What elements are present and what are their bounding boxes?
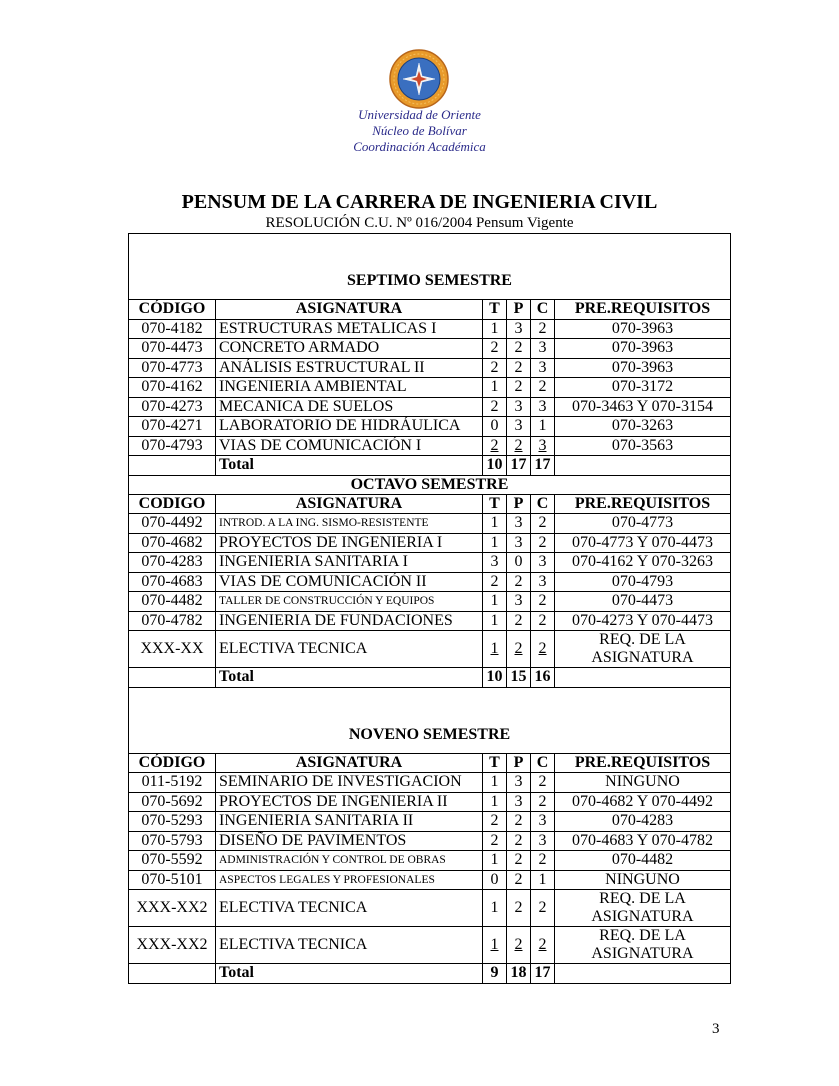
subject-code: 070-4473 xyxy=(129,339,216,359)
column-header-row xyxy=(129,300,731,320)
subject-name: ADMINISTRACIÓN Y CONTROL DE OBRAS xyxy=(216,851,483,871)
practice-hours: 3 xyxy=(507,592,531,612)
credits: 2 xyxy=(531,773,555,793)
theory-hours: 1 xyxy=(483,592,507,612)
prerequisites: 070-3963 xyxy=(555,339,731,359)
practice-hours: 2 xyxy=(507,870,531,890)
subject-row xyxy=(129,611,731,631)
theory-hours: 2 xyxy=(483,812,507,832)
subject-code: 070-5793 xyxy=(129,831,216,851)
practice-hours: 3 xyxy=(507,397,531,417)
theory-header: T xyxy=(483,494,507,514)
subject-code: 070-4793 xyxy=(129,436,216,456)
practice-header: P xyxy=(507,300,531,320)
subject-name: INGENIERIA SANITARIA II xyxy=(216,812,483,832)
theory-hours: 1 xyxy=(483,319,507,339)
prerequisites: 070-3963 xyxy=(555,319,731,339)
total-theory: 9 xyxy=(483,964,507,984)
subject-code: 070-4182 xyxy=(129,319,216,339)
theory-hours: 1 xyxy=(483,773,507,793)
semester-title-row xyxy=(129,234,731,300)
credits: 2 xyxy=(531,611,555,631)
column-header-row xyxy=(129,753,731,773)
subject-code: 070-5101 xyxy=(129,870,216,890)
subject-name: ANÁLISIS ESTRUCTURAL II xyxy=(216,358,483,378)
column-header-row xyxy=(129,494,731,514)
practice-header: P xyxy=(507,753,531,773)
semester-title-row xyxy=(129,475,731,494)
total-blank-cell xyxy=(129,964,216,984)
credits: 2 xyxy=(531,792,555,812)
subject-name: ASPECTOS LEGALES Y PROFESIONALES xyxy=(216,870,483,890)
subject-name: INGENIERIA SANITARIA I xyxy=(216,553,483,573)
subject-row xyxy=(129,927,731,964)
subject-name: TALLER DE CONSTRUCCIÓN Y EQUIPOS xyxy=(216,592,483,612)
subject-name: SEMINARIO DE INVESTIGACION xyxy=(216,773,483,793)
credits: 2 xyxy=(531,851,555,871)
credits-header: C xyxy=(531,753,555,773)
credits: 3 xyxy=(531,397,555,417)
subject-code: XXX-XX xyxy=(129,631,216,668)
credits: 2 xyxy=(531,927,555,964)
total-blank-cell xyxy=(129,668,216,688)
prerequisites-header: PRE.REQUISITOS xyxy=(555,494,731,514)
prerequisites: 070-4273 Y 070-4473 xyxy=(555,611,731,631)
total-row xyxy=(129,456,731,476)
total-practice: 18 xyxy=(507,964,531,984)
subject-name: INTROD. A LA ING. SISMO-RESISTENTE xyxy=(216,514,483,534)
practice-hours: 0 xyxy=(507,553,531,573)
credits: 3 xyxy=(531,358,555,378)
total-credits: 16 xyxy=(531,668,555,688)
practice-hours: 3 xyxy=(507,417,531,437)
subject-name: ELECTIVA TECNICA xyxy=(216,890,483,927)
practice-hours: 2 xyxy=(507,378,531,398)
subject-row xyxy=(129,812,731,832)
credits: 2 xyxy=(531,890,555,927)
subject-row xyxy=(129,339,731,359)
subject-header: ASIGNATURA xyxy=(216,494,483,514)
subject-code: 070-4773 xyxy=(129,358,216,378)
subject-code: XXX-XX2 xyxy=(129,890,216,927)
credits: 2 xyxy=(531,631,555,668)
prerequisites: 070-3563 xyxy=(555,436,731,456)
subject-name: ELECTIVA TECNICA xyxy=(216,631,483,668)
coordination-name: Coordinación Académica xyxy=(353,139,486,154)
total-blank-cell xyxy=(555,668,731,688)
credits: 2 xyxy=(531,533,555,553)
credits: 3 xyxy=(531,553,555,573)
credits-header: C xyxy=(531,494,555,514)
practice-hours: 2 xyxy=(507,831,531,851)
code-header: CÓDIGO xyxy=(129,300,216,320)
code-header: CÓDIGO xyxy=(129,753,216,773)
prerequisites: REQ. DE LA ASIGNATURA xyxy=(555,890,731,927)
university-name: Universidad de Oriente xyxy=(358,107,481,122)
credits: 2 xyxy=(531,592,555,612)
subject-code: 070-4283 xyxy=(129,553,216,573)
subject-code: 070-4782 xyxy=(129,611,216,631)
subject-code: 070-5692 xyxy=(129,792,216,812)
prerequisites: REQ. DE LA ASIGNATURA xyxy=(555,927,731,964)
subject-code: 070-4492 xyxy=(129,514,216,534)
total-row xyxy=(129,964,731,984)
practice-hours: 2 xyxy=(507,631,531,668)
practice-hours: 3 xyxy=(507,533,531,553)
subject-row xyxy=(129,319,731,339)
credits: 1 xyxy=(531,870,555,890)
theory-hours: 3 xyxy=(483,553,507,573)
subject-row xyxy=(129,890,731,927)
credits: 2 xyxy=(531,514,555,534)
subject-name: CONCRETO ARMADO xyxy=(216,339,483,359)
nucleus-name: Núcleo de Bolívar xyxy=(372,123,467,138)
prerequisites-header: PRE.REQUISITOS xyxy=(555,300,731,320)
prerequisites: 070-4793 xyxy=(555,572,731,592)
credits: 2 xyxy=(531,319,555,339)
subject-row xyxy=(129,592,731,612)
subject-row xyxy=(129,851,731,871)
subject-name: VIAS DE COMUNICACIÓN II xyxy=(216,572,483,592)
total-blank-cell xyxy=(555,456,731,476)
credits: 3 xyxy=(531,831,555,851)
practice-hours: 2 xyxy=(507,851,531,871)
subject-row xyxy=(129,514,731,534)
total-practice: 15 xyxy=(507,668,531,688)
theory-header: T xyxy=(483,300,507,320)
practice-hours: 2 xyxy=(507,611,531,631)
prerequisites: 070-4473 xyxy=(555,592,731,612)
practice-header: P xyxy=(507,494,531,514)
theory-hours: 2 xyxy=(483,831,507,851)
page-number: 3 xyxy=(712,1021,720,1037)
practice-hours: 2 xyxy=(507,358,531,378)
theory-hours: 2 xyxy=(483,358,507,378)
subject-name: INGENIERIA AMBIENTAL xyxy=(216,378,483,398)
practice-hours: 3 xyxy=(507,514,531,534)
practice-hours: 2 xyxy=(507,927,531,964)
subject-row xyxy=(129,870,731,890)
practice-hours: 3 xyxy=(507,792,531,812)
total-practice: 17 xyxy=(507,456,531,476)
theory-hours: 1 xyxy=(483,890,507,927)
subject-code: 070-4162 xyxy=(129,378,216,398)
credits: 3 xyxy=(531,339,555,359)
semester-title: OCTAVO SEMESTRE xyxy=(129,475,731,494)
subject-row xyxy=(129,831,731,851)
total-blank-cell xyxy=(129,456,216,476)
practice-hours: 2 xyxy=(507,572,531,592)
theory-hours: 1 xyxy=(483,927,507,964)
subject-code: 070-5293 xyxy=(129,812,216,832)
subject-code: 011-5192 xyxy=(129,773,216,793)
theory-hours: 1 xyxy=(483,611,507,631)
semester-title-row xyxy=(129,687,731,753)
prerequisites: 070-4162 Y 070-3263 xyxy=(555,553,731,573)
theory-hours: 1 xyxy=(483,378,507,398)
practice-hours: 3 xyxy=(507,773,531,793)
subject-row xyxy=(129,417,731,437)
theory-hours: 2 xyxy=(483,339,507,359)
subject-code: 070-4482 xyxy=(129,592,216,612)
total-theory: 10 xyxy=(483,456,507,476)
theory-hours: 1 xyxy=(483,631,507,668)
subject-row xyxy=(129,397,731,417)
practice-hours: 2 xyxy=(507,812,531,832)
subject-code: 070-4682 xyxy=(129,533,216,553)
credits: 3 xyxy=(531,572,555,592)
subject-code: 070-4683 xyxy=(129,572,216,592)
subject-row xyxy=(129,792,731,812)
prerequisites: 070-4482 xyxy=(555,851,731,871)
theory-hours: 2 xyxy=(483,436,507,456)
theory-hours: 1 xyxy=(483,792,507,812)
subject-code: 070-5592 xyxy=(129,851,216,871)
code-header: CODIGO xyxy=(129,494,216,514)
theory-hours: 1 xyxy=(483,851,507,871)
credits: 3 xyxy=(531,436,555,456)
subject-name: MECANICA DE SUELOS xyxy=(216,397,483,417)
prerequisites: 070-4683 Y 070-4782 xyxy=(555,831,731,851)
prerequisites: 070-3463 Y 070-3154 xyxy=(555,397,731,417)
credits: 2 xyxy=(531,378,555,398)
subject-row xyxy=(129,378,731,398)
theory-hours: 0 xyxy=(483,417,507,437)
prerequisites: 070-4682 Y 070-4492 xyxy=(555,792,731,812)
total-blank-cell xyxy=(555,964,731,984)
theory-hours: 1 xyxy=(483,514,507,534)
total-row xyxy=(129,668,731,688)
subject-row xyxy=(129,572,731,592)
subject-row xyxy=(129,436,731,456)
credits-header: C xyxy=(531,300,555,320)
total-credits: 17 xyxy=(531,964,555,984)
total-credits: 17 xyxy=(531,456,555,476)
page-title: PENSUM DE LA CARRERA DE INGENIERIA CIVIL xyxy=(181,191,658,213)
subject-row xyxy=(129,631,731,668)
subject-code: 070-4273 xyxy=(129,397,216,417)
total-label: Total xyxy=(216,456,483,476)
subject-row xyxy=(129,553,731,573)
practice-hours: 2 xyxy=(507,339,531,359)
subject-name: ELECTIVA TECNICA xyxy=(216,927,483,964)
prerequisites: 070-4773 xyxy=(555,514,731,534)
semester-title: NOVENO SEMESTRE xyxy=(129,687,731,753)
prerequisites: NINGUNO xyxy=(555,773,731,793)
subject-name: ESTRUCTURAS METALICAS I xyxy=(216,319,483,339)
subject-name: PROYECTOS DE INGENIERIA I xyxy=(216,533,483,553)
subject-code: XXX-XX2 xyxy=(129,927,216,964)
credits: 3 xyxy=(531,812,555,832)
prerequisites: 070-4283 xyxy=(555,812,731,832)
subject-name: PROYECTOS DE INGENIERIA II xyxy=(216,792,483,812)
university-seal xyxy=(388,49,450,109)
subject-code: 070-4271 xyxy=(129,417,216,437)
prerequisites-header: PRE.REQUISITOS xyxy=(555,753,731,773)
subject-name: VIAS DE COMUNICACIÓN I xyxy=(216,436,483,456)
theory-hours: 2 xyxy=(483,397,507,417)
total-label: Total xyxy=(216,964,483,984)
practice-hours: 2 xyxy=(507,436,531,456)
page-subtitle: RESOLUCIÓN C.U. Nº 016/2004 Pensum Vigente xyxy=(265,215,574,231)
subject-row xyxy=(129,773,731,793)
subject-header: ASIGNATURA xyxy=(216,300,483,320)
pensum-table xyxy=(128,233,731,984)
subject-name: LABORATORIO DE HIDRÁULICA xyxy=(216,417,483,437)
subject-row xyxy=(129,533,731,553)
prerequisites: 070-3963 xyxy=(555,358,731,378)
subject-name: DISEÑO DE PAVIMENTOS xyxy=(216,831,483,851)
theory-hours: 0 xyxy=(483,870,507,890)
prerequisites: 070-3263 xyxy=(555,417,731,437)
subject-header: ASIGNATURA xyxy=(216,753,483,773)
credits: 1 xyxy=(531,417,555,437)
total-label: Total xyxy=(216,668,483,688)
theory-hours: 1 xyxy=(483,533,507,553)
theory-header: T xyxy=(483,753,507,773)
subject-name: INGENIERIA DE FUNDACIONES xyxy=(216,611,483,631)
prerequisites: 070-4773 Y 070-4473 xyxy=(555,533,731,553)
practice-hours: 2 xyxy=(507,890,531,927)
subject-row xyxy=(129,358,731,378)
practice-hours: 3 xyxy=(507,319,531,339)
semester-title: SEPTIMO SEMESTRE xyxy=(129,234,731,300)
prerequisites: 070-3172 xyxy=(555,378,731,398)
prerequisites: REQ. DE LA ASIGNATURA xyxy=(555,631,731,668)
prerequisites: NINGUNO xyxy=(555,870,731,890)
total-theory: 10 xyxy=(483,668,507,688)
theory-hours: 2 xyxy=(483,572,507,592)
